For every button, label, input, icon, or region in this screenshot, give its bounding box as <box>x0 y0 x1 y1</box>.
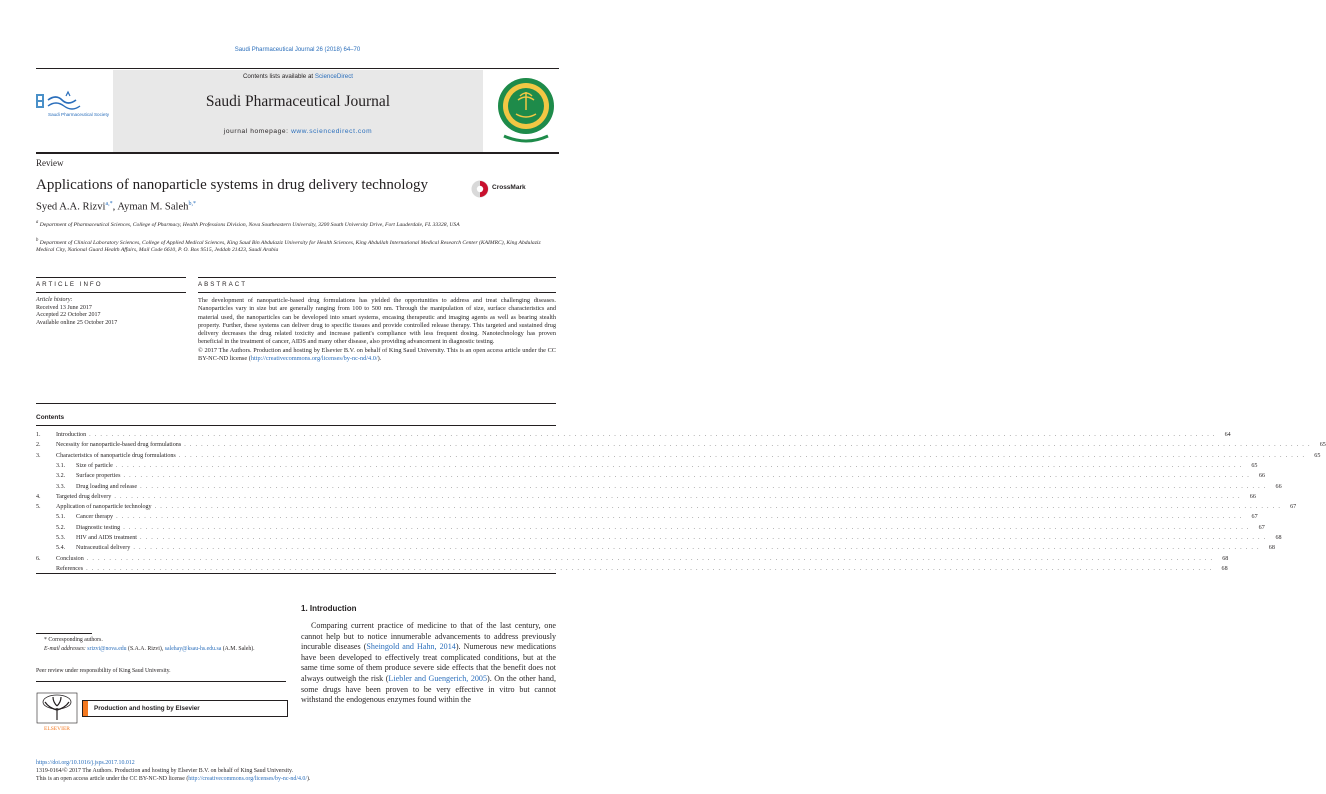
toc-page-number: 66 <box>1275 483 1282 490</box>
orange-accent <box>83 701 88 716</box>
toc-title[interactable]: Drug loading and release <box>76 483 138 490</box>
abstract-rule-bottom <box>36 403 556 404</box>
affiliation-b <box>36 237 556 255</box>
affiliation-text: Department of Pharmaceutical Sciences, College of Pharmacy, Health Professions Division, Nova Southeastern University, 3200 South University Drive, Fort Lauderdale, FL 33328, USA <box>39 221 460 228</box>
toc-title[interactable]: Nutraceutical delivery <box>76 545 131 552</box>
toc-title[interactable]: References <box>56 565 84 572</box>
author-name: Syed A.A. Rizvi <box>36 201 106 213</box>
citation-link[interactable]: Sheingold and Hahn, 2014 <box>366 642 456 652</box>
toc-entry[interactable] <box>36 493 1256 504</box>
toc-number: 5.4. <box>56 545 66 552</box>
toc-title[interactable]: Surface properties <box>76 473 121 480</box>
author-list <box>36 201 196 213</box>
toc-leader-dots: . . . . . . . . . . . . . . . . . . . . . . . . . . . . . . . . . . . . . . . . . . . . . . . . . . . . . . . . . . . . . . . . . . . . . . . . . . . . . . . . . . . . . . . . . . . . . . . . . . . . . . . . . . . . . . . . . . . . . . . . . . . . . . . . . . . . . . . . . . . . . . . . . . . . . . . . . . . . . . . . . . . . . . . . . . . . . . . . . . . . . . . . . . . . . . . . . . . . . . . . <box>139 535 1267 541</box>
history-label: Article history: <box>36 297 73 303</box>
king-saud-university-emblem-icon <box>494 66 558 150</box>
toc-page-number: 64 <box>1224 432 1231 438</box>
toc-page-number: 65 <box>1251 462 1258 469</box>
author-affiliation-link[interactable]: a,* <box>105 201 113 207</box>
toc-page-number: 67 <box>1258 524 1265 531</box>
homepage-link[interactable]: www.sciencedirect.com <box>291 128 373 135</box>
license-link[interactable]: http://creativecommons.org/licenses/by-nc-nd/4.0/ <box>250 355 378 363</box>
journal-homepage <box>113 128 483 135</box>
article-info-heading: ARTICLE INFO <box>36 281 103 288</box>
toc-leader-dots: . . . . . . . . . . . . . . . . . . . . . . . . . . . . . . . . . . . . . . . . . . . . . . . . . . . . . . . . . . . . . . . . . . . . . . . . . . . . . . . . . . . . . . . . . . . . . . . . . . . . . . . . . . . . . . . . . . . . . . . . . . . . . . . . . . . . . . . . . . . . . . . . . . . . . . . . . . . . . . . . . . . . . . . . . . . . . . . . . . . . . . . . . . . . . . . . . . . . . . . . <box>86 565 1213 572</box>
toc-number: 5.3. <box>56 535 66 541</box>
toc-number: 1. <box>36 432 41 438</box>
introduction-heading: 1. Introduction <box>301 604 357 613</box>
email-label: E-mail addresses: <box>44 646 88 652</box>
intro-text-3: ). On the other hand, some drugs have been proven to be very effective in vitro but cannot withstand the endogenous enzymes found within the <box>301 673 556 705</box>
received-date: Received 13 June 2017 <box>36 304 92 311</box>
saudi-pharmaceutical-society-logo <box>36 86 110 122</box>
toc-entry[interactable] <box>36 473 1266 483</box>
toc-leader-dots: . . . . . . . . . . . . . . . . . . . . . . . . . . . . . . . . . . . . . . . . . . . . . . . . . . . . . . . . . . . . . . . . . . . . . . . . . . . . . . . . . . . . . . . . . . . . . . . . . . . . . . . . . . . . . . . . . . . . . . . . . . . . . . . . . . . . . . . . . . . . . . . . . . . . . . . . . . . . . . . . . . . . . . . . . . . . . . . . . . . . . . . . . . . . . . . . . . . . . . . . <box>184 442 1311 449</box>
toc-page-number: 66 <box>1249 493 1256 500</box>
affiliation-a <box>36 219 556 229</box>
toc-title[interactable]: Size of particle <box>76 462 113 469</box>
contents-heading: Contents <box>36 414 65 421</box>
toc-leader-dots: . . . . . . . . . . . . . . . . . . . . . . . . . . . . . . . . . . . . . . . . . . . . . . . . . . . . . . . . . . . . . . . . . . . . . . . . . . . . . . . . . . . . . . . . . . . . . . . . . . . . . . . . . . . . . . . . . . . . . . . . . . . . . . . . . . . . . . . . . . . . . . . . . . . . . . . . . . . . . . . . . . . . . . . . . . . . . . . . . . . . . . . . . . . . . . . . . . . . . . . . <box>140 483 1267 490</box>
toc-page-number: 67 <box>1251 514 1258 521</box>
online-date: Available online 25 October 2017 <box>36 319 118 326</box>
toc-number: 5. <box>36 504 41 511</box>
email-owner: (A.M. Saleh). <box>221 646 255 652</box>
crossmark-button[interactable] <box>471 180 561 198</box>
sciencedirect-link[interactable]: ScienceDirect <box>314 73 354 80</box>
toc-page-number: 68 <box>1275 535 1282 541</box>
toc-leader-dots: . . . . . . . . . . . . . . . . . . . . . . . . . . . . . . . . . . . . . . . . . . . . . . . . . . . . . . . . . . . . . . . . . . . . . . . . . . . . . . . . . . . . . . . . . . . . . . . . . . . . . . . . . . . . . . . . . . . . . . . . . . . . . . . . . . . . . . . . . . . . . . . . . . . . . . . . . . . . . . . . . . . . . . . . . . . . . . . . . . . . . . . . . . . . . . . . . . . . . . . . <box>116 514 1243 521</box>
corresponding-note: * Corresponding authors. <box>44 637 103 643</box>
toc-number: 5.1. <box>56 514 66 521</box>
article-info-rule-top <box>36 277 186 278</box>
toc-title[interactable]: Application of nanoparticle technology <box>56 504 152 511</box>
toc-page-number: 66 <box>1258 473 1266 480</box>
article-type: Review <box>36 158 64 168</box>
toc-page-number: 67 <box>1290 504 1297 511</box>
toc-entry[interactable] <box>36 483 1282 494</box>
email-link[interactable]: srizvi@nova.edu <box>87 646 127 652</box>
toc-entry[interactable] <box>36 504 1297 514</box>
abstract-body <box>198 297 556 363</box>
oa-end: ). <box>306 776 311 782</box>
toc-number: 4. <box>36 493 41 500</box>
copyright-end: ). <box>377 355 382 363</box>
toc-leader-dots: . . . . . . . . . . . . . . . . . . . . . . . . . . . . . . . . . . . . . . . . . . . . . . . . . . . . . . . . . . . . . . . . . . . . . . . . . . . . . . . . . . . . . . . . . . . . . . . . . . . . . . . . . . . . . . . . . . . . . . . . . . . . . . . . . . . . . . . . . . . . . . . . . . . . . . . . . . . . . . . . . . . . . . . . . . . . . . . . . . . . . . . . . . . . . . . . . . . . . . . . <box>154 504 1282 511</box>
toc-entry[interactable] <box>36 545 1275 555</box>
journal-reference-link[interactable]: Saudi Pharmaceutical Journal 26 (2018) 64–70 <box>234 47 361 53</box>
article-history <box>36 297 186 327</box>
toc-number: 2. <box>36 442 41 449</box>
toc-number: 5.2. <box>56 524 66 531</box>
toc-entry[interactable] <box>36 514 1258 524</box>
toc-leader-dots: . . . . . . . . . . . . . . . . . . . . . . . . . . . . . . . . . . . . . . . . . . . . . . . . . . . . . . . . . . . . . . . . . . . . . . . . . . . . . . . . . . . . . . . . . . . . . . . . . . . . . . . . . . . . . . . . . . . . . . . . . . . . . . . . . . . . . . . . . . . . . . . . . . . . . . . . . . . . . . . . . . . . . . . . . . . . . . . . . . . . . . . . . . . . . . . . . . . . . . . . <box>123 473 1251 480</box>
toc-leader-dots: . . . . . . . . . . . . . . . . . . . . . . . . . . . . . . . . . . . . . . . . . . . . . . . . . . . . . . . . . . . . . . . . . . . . . . . . . . . . . . . . . . . . . . . . . . . . . . . . . . . . . . . . . . . . . . . . . . . . . . . . . . . . . . . . . . . . . . . . . . . . . . . . . . . . . . . . . . . . . . . . . . . . . . . . . . . . . . . . . . . . . . . . . . . . . . . . . . . . . . . . <box>114 493 1241 500</box>
contents-available-line <box>113 73 483 80</box>
issn-line: 1319-0164/© 2017 The Authors. Production and hosting by Elsevier B.V. on behalf of King Saud University. <box>36 768 293 774</box>
toc-number: 3.3. <box>56 483 66 490</box>
toc-entry[interactable] <box>36 432 1231 442</box>
header-top-rule <box>36 68 559 69</box>
author-separator: , <box>112 201 118 213</box>
elsevier-tree-icon <box>36 692 78 732</box>
toc-title[interactable]: Targeted drug delivery <box>56 493 112 500</box>
toc-leader-dots: . . . . . . . . . . . . . . . . . . . . . . . . . . . . . . . . . . . . . . . . . . . . . . . . . . . . . . . . . . . . . . . . . . . . . . . . . . . . . . . . . . . . . . . . . . . . . . . . . . . . . . . . . . . . . . . . . . . . . . . . . . . . . . . . . . . . . . . . . . . . . . . . . . . . . . . . . . . . . . . . . . . . . . . . . . . . . . . . . . . . . . . . . . . . . . . . . . . . . . . . <box>178 452 1306 459</box>
toc-entry[interactable] <box>36 452 1321 463</box>
toc-title[interactable]: HIV and AIDS treatment <box>76 535 137 541</box>
header-bottom-rule <box>36 152 559 154</box>
hosting-text: Production and hosting by Elsevier <box>94 705 200 712</box>
toc-leader-dots: . . . . . . . . . . . . . . . . . . . . . . . . . . . . . . . . . . . . . . . . . . . . . . . . . . . . . . . . . . . . . . . . . . . . . . . . . . . . . . . . . . . . . . . . . . . . . . . . . . . . . . . . . . . . . . . . . . . . . . . . . . . . . . . . . . . . . . . . . . . . . . . . . . . . . . . . . . . . . . . . . . . . . . . . . . . . . . . . . . . . . . . . . . . . . . . . . . . . . . . . <box>123 524 1250 531</box>
toc-page-number: 65 <box>1319 442 1326 449</box>
footnote-rule <box>36 633 92 634</box>
toc-entry[interactable] <box>36 535 1282 545</box>
copyright-text: © 2017 The Authors. Production and hosting by Elsevier B.V. on behalf of King Saud University. This is an open access article under the CC BY-NC-ND license ( <box>198 346 556 363</box>
toc-title[interactable]: Diagnostic testing <box>76 524 121 531</box>
email-addresses <box>36 646 286 653</box>
citation-link[interactable]: Liebler and Guengerich, 2005 <box>388 673 488 683</box>
article-info-rule-mid <box>36 292 186 293</box>
toc-title[interactable]: Cancer therapy <box>76 514 114 521</box>
affiliation-marker: b <box>36 238 39 243</box>
doi-link[interactable] <box>36 760 556 767</box>
toc-page-number: 68 <box>1221 565 1228 572</box>
toc-number: 3.1. <box>56 462 66 469</box>
oa-prefix: This is an open access article under the CC BY-NC-ND license ( <box>36 776 189 782</box>
license-link[interactable]: http://creativecommons.org/licenses/by-nc-nd/4.0/ <box>188 776 307 782</box>
crossmark-label: CrossMark <box>492 184 526 191</box>
header-gray-band <box>113 70 483 152</box>
toc-leader-dots: . . . . . . . . . . . . . . . . . . . . . . . . . . . . . . . . . . . . . . . . . . . . . . . . . . . . . . . . . . . . . . . . . . . . . . . . . . . . . . . . . . . . . . . . . . . . . . . . . . . . . . . . . . . . . . . . . . . . . . . . . . . . . . . . . . . . . . . . . . . . . . . . . . . . . . . . . . . . . . . . . . . . . . . . . . . . . . . . . . . . . . . . . . . . . . . . . . . . . . . . <box>89 432 1216 438</box>
toc-page-number: 68 <box>1222 555 1229 562</box>
peer-review-note: Peer review under responsibility of King Saud University. <box>36 668 171 674</box>
elsevier-hosting-bar <box>82 700 288 717</box>
toc-page-number: 65 <box>1314 452 1321 459</box>
doi-text[interactable]: https://doi.org/10.1016/j.jsps.2017.10.012 <box>36 760 135 766</box>
author-name: Ayman M. Saleh <box>117 201 189 213</box>
contents-prefix: Contents lists available at <box>242 73 315 80</box>
open-access-line <box>36 776 556 783</box>
left-logo-text: Saudi Pharmaceutical Society <box>48 112 110 117</box>
toc-entry[interactable] <box>36 524 1265 535</box>
toc-leader-dots: . . . . . . . . . . . . . . . . . . . . . . . . . . . . . . . . . . . . . . . . . . . . . . . . . . . . . . . . . . . . . . . . . . . . . . . . . . . . . . . . . . . . . . . . . . . . . . . . . . . . . . . . . . . . . . . . . . . . . . . . . . . . . . . . . . . . . . . . . . . . . . . . . . . . . . . . . . . . . . . . . . . . . . . . . . . . . . . . . . . . . . . . . . . . . . . . . . . . . . . . <box>115 462 1243 469</box>
intro-text-1: Comparing current practice of medicine to that of the last century, one cannot help but to notice innumerable advancements to address previously incurable diseases ( <box>301 621 556 652</box>
affiliation-marker: a <box>36 220 39 225</box>
toc-title[interactable]: Introduction <box>56 432 87 438</box>
abstract-rule-mid <box>198 292 556 293</box>
email-owner: (S.A.A. Rizvi), <box>126 646 165 652</box>
homepage-prefix: journal homepage: <box>223 128 292 135</box>
toc-entry[interactable] <box>36 565 1228 576</box>
accepted-date: Accepted 22 October 2017 <box>36 312 101 319</box>
affiliation-text: Department of Clinical Laboratory Sciences, College of Applied Medical Sciences, King Saud Bin Abdulaziz University for Health Sciences, King Abdullah International Medical Research Center (KAIMRC), King Abdulaziz Medical City, National Guard Health Affairs, Mail Code 6610, P. O. Box 9515, Jeddah 21423, Saudi Arabia <box>36 239 541 254</box>
introduction-paragraph <box>301 621 556 706</box>
toc-title[interactable]: Necessity for nanoparticle-based drug formulations <box>56 442 182 449</box>
toc-entry[interactable] <box>36 462 1258 473</box>
author-affiliation-link[interactable]: b,* <box>188 201 196 207</box>
toc-title[interactable]: Characteristics of nanoparticle drug formulations <box>56 452 176 459</box>
footnote-rule-bottom <box>36 681 286 682</box>
abstract-heading: ABSTRACT <box>198 281 248 288</box>
toc-page-number: 68 <box>1268 545 1275 552</box>
toc-leader-dots: . . . . . . . . . . . . . . . . . . . . . . . . . . . . . . . . . . . . . . . . . . . . . . . . . . . . . . . . . . . . . . . . . . . . . . . . . . . . . . . . . . . . . . . . . . . . . . . . . . . . . . . . . . . . . . . . . . . . . . . . . . . . . . . . . . . . . . . . . . . . . . . . . . . . . . . . . . . . . . . . . . . . . . . . . . . . . . . . . . . . . . . . . . . . . . . . . . . . . . . . <box>133 545 1260 552</box>
toc-leader-dots: . . . . . . . . . . . . . . . . . . . . . . . . . . . . . . . . . . . . . . . . . . . . . . . . . . . . . . . . . . . . . . . . . . . . . . . . . . . . . . . . . . . . . . . . . . . . . . . . . . . . . . . . . . . . . . . . . . . . . . . . . . . . . . . . . . . . . . . . . . . . . . . . . . . . . . . . . . . . . . . . . . . . . . . . . . . . . . . . . . . . . . . . . . . . . . . . . . . . . . . . <box>86 555 1214 562</box>
email-link[interactable]: salehay@ksau-hs.edu.sa <box>164 646 222 652</box>
toc-entry[interactable] <box>36 442 1326 452</box>
toc-number: 6. <box>36 555 41 562</box>
abstract-text: The development of nanoparticle-based drug formulations has yielded the opportunities to address and treat challenging diseases. Nanoparticles vary in size but are generally ranging from 100 to 500 nm. Through the manipulation of size, surface characteristics and material used, the nanoparticles can be developed into smart systems, encasing therapeutic and imaging agents as well as bearing stealth property. Further, these systems can deliver drug to specific tissues and provide controlled release therapy. This targeted and sustained drug delivery decreases the drug related toxicity and increase patient's compliance with less frequent dosing. Nanotechnology has proven beneficial in the treatment of cancer, AIDS and many other disease, also providing advancement in diagnostic testing. <box>198 297 556 346</box>
intro-text-2: ). Numerous new medications have been developed to effectively treat complicated conditions, but at the same time some of them produce severe side effects that the benefit does not always outweigh the risk ( <box>301 642 556 683</box>
toc-number: 3. <box>36 452 41 459</box>
article-title: Applications of nanoparticle systems in drug delivery technology <box>36 177 428 193</box>
abstract-rule-top <box>198 277 556 278</box>
abstract-copyright <box>198 347 556 364</box>
elsevier-label: ELSEVIER <box>44 726 70 732</box>
journal-title: Saudi Pharmaceutical Journal <box>205 93 391 110</box>
contents-rule-bottom <box>36 573 556 574</box>
contents-rule-top <box>36 425 556 426</box>
toc-number: 3.2. <box>56 473 66 480</box>
toc-entry[interactable] <box>36 555 1229 566</box>
toc-title[interactable]: Conclusion <box>56 555 84 562</box>
